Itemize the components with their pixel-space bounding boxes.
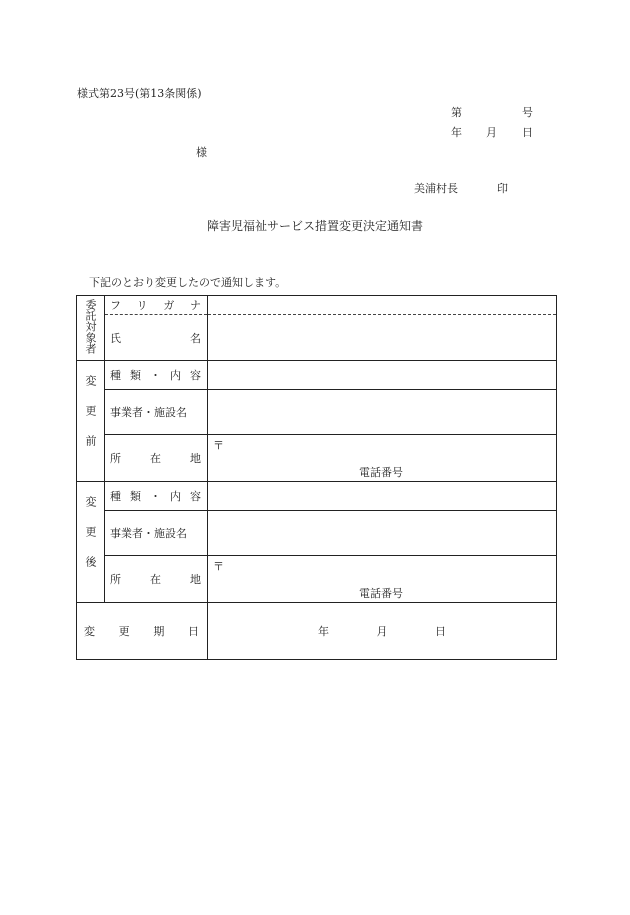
notification-table <box>76 295 557 660</box>
name-value[interactable] <box>208 315 557 361</box>
change-date-char: 期 <box>153 625 165 638</box>
sender-title: 美浦村長 <box>414 182 458 195</box>
before-group-text: 変更前 <box>84 374 97 465</box>
before-type-value[interactable] <box>208 361 557 390</box>
furigana-char: フ <box>110 299 121 312</box>
after-group-text: 変更後 <box>84 495 97 586</box>
furigana-value[interactable] <box>208 296 557 315</box>
furigana-label <box>105 296 208 315</box>
furigana-char: リ <box>136 299 148 312</box>
after-location-label <box>105 556 208 603</box>
document-number-prefix: 第 <box>451 106 462 119</box>
type-char: 容 <box>190 369 201 382</box>
type-char: 類 <box>130 369 141 382</box>
location-char: 在 <box>150 573 161 586</box>
location-char: 地 <box>190 573 201 586</box>
location-char: 在 <box>150 452 161 465</box>
before-group-label <box>77 361 105 482</box>
after-type-label <box>105 482 208 511</box>
intro-text: 下記のとおり変更したので通知します。 <box>89 276 287 289</box>
change-date-char: 更 <box>118 625 130 638</box>
after-facility-value[interactable] <box>208 511 557 556</box>
issue-year-label: 年 <box>451 126 462 139</box>
document-title: 障害児福祉サービス措置変更決定通知書 <box>206 219 423 233</box>
furigana-char: ナ <box>189 299 201 312</box>
issue-month-label: 月 <box>486 126 497 139</box>
subject-group-label <box>77 296 105 361</box>
before-facility-label <box>105 390 208 435</box>
after-group-label <box>77 482 105 603</box>
postal-mark: 〒 <box>213 560 224 573</box>
before-type-label <box>105 361 208 390</box>
after-type-value[interactable] <box>208 482 557 511</box>
name-char: 名 <box>190 331 201 345</box>
location-char: 地 <box>190 452 201 465</box>
furigana-char: ガ <box>163 299 175 312</box>
form-number: 様式第23号(第13条関係) <box>77 87 202 100</box>
type-char: 種 <box>110 490 121 503</box>
change-date-year: 年 <box>318 625 329 638</box>
issue-day-label: 日 <box>522 126 533 139</box>
subject-group-text: 委託対象者 <box>84 299 97 354</box>
change-date-day: 日 <box>435 625 446 638</box>
before-location-value[interactable] <box>208 435 557 482</box>
facility-label-text: 事業者・施設名 <box>110 406 187 419</box>
type-char: 内 <box>170 490 181 503</box>
location-char: 所 <box>110 452 121 465</box>
after-facility-label <box>105 511 208 556</box>
type-char: ・ <box>150 369 161 382</box>
after-location-value[interactable] <box>208 556 557 603</box>
type-char: 容 <box>190 490 201 503</box>
name-label <box>105 315 208 361</box>
phone-label: 電話番号 <box>359 466 403 479</box>
phone-label: 電話番号 <box>359 587 403 600</box>
change-date-month: 月 <box>376 625 388 638</box>
seal-mark: 印 <box>497 182 508 195</box>
type-char: 類 <box>130 490 141 503</box>
before-facility-value[interactable] <box>208 390 557 435</box>
type-char: ・ <box>150 490 161 503</box>
change-date-label <box>77 603 208 660</box>
change-date-char: 日 <box>187 625 199 638</box>
document-number-suffix: 号 <box>522 106 533 119</box>
postal-mark: 〒 <box>213 439 224 452</box>
change-date-value[interactable] <box>208 603 557 660</box>
addressee-suffix: 様 <box>196 146 207 159</box>
name-char: 氏 <box>110 331 121 345</box>
type-char: 内 <box>170 369 181 382</box>
facility-label-text: 事業者・施設名 <box>110 527 187 540</box>
change-date-char: 変 <box>84 625 95 638</box>
type-char: 種 <box>110 369 121 382</box>
before-location-label <box>105 435 208 482</box>
location-char: 所 <box>110 573 121 586</box>
